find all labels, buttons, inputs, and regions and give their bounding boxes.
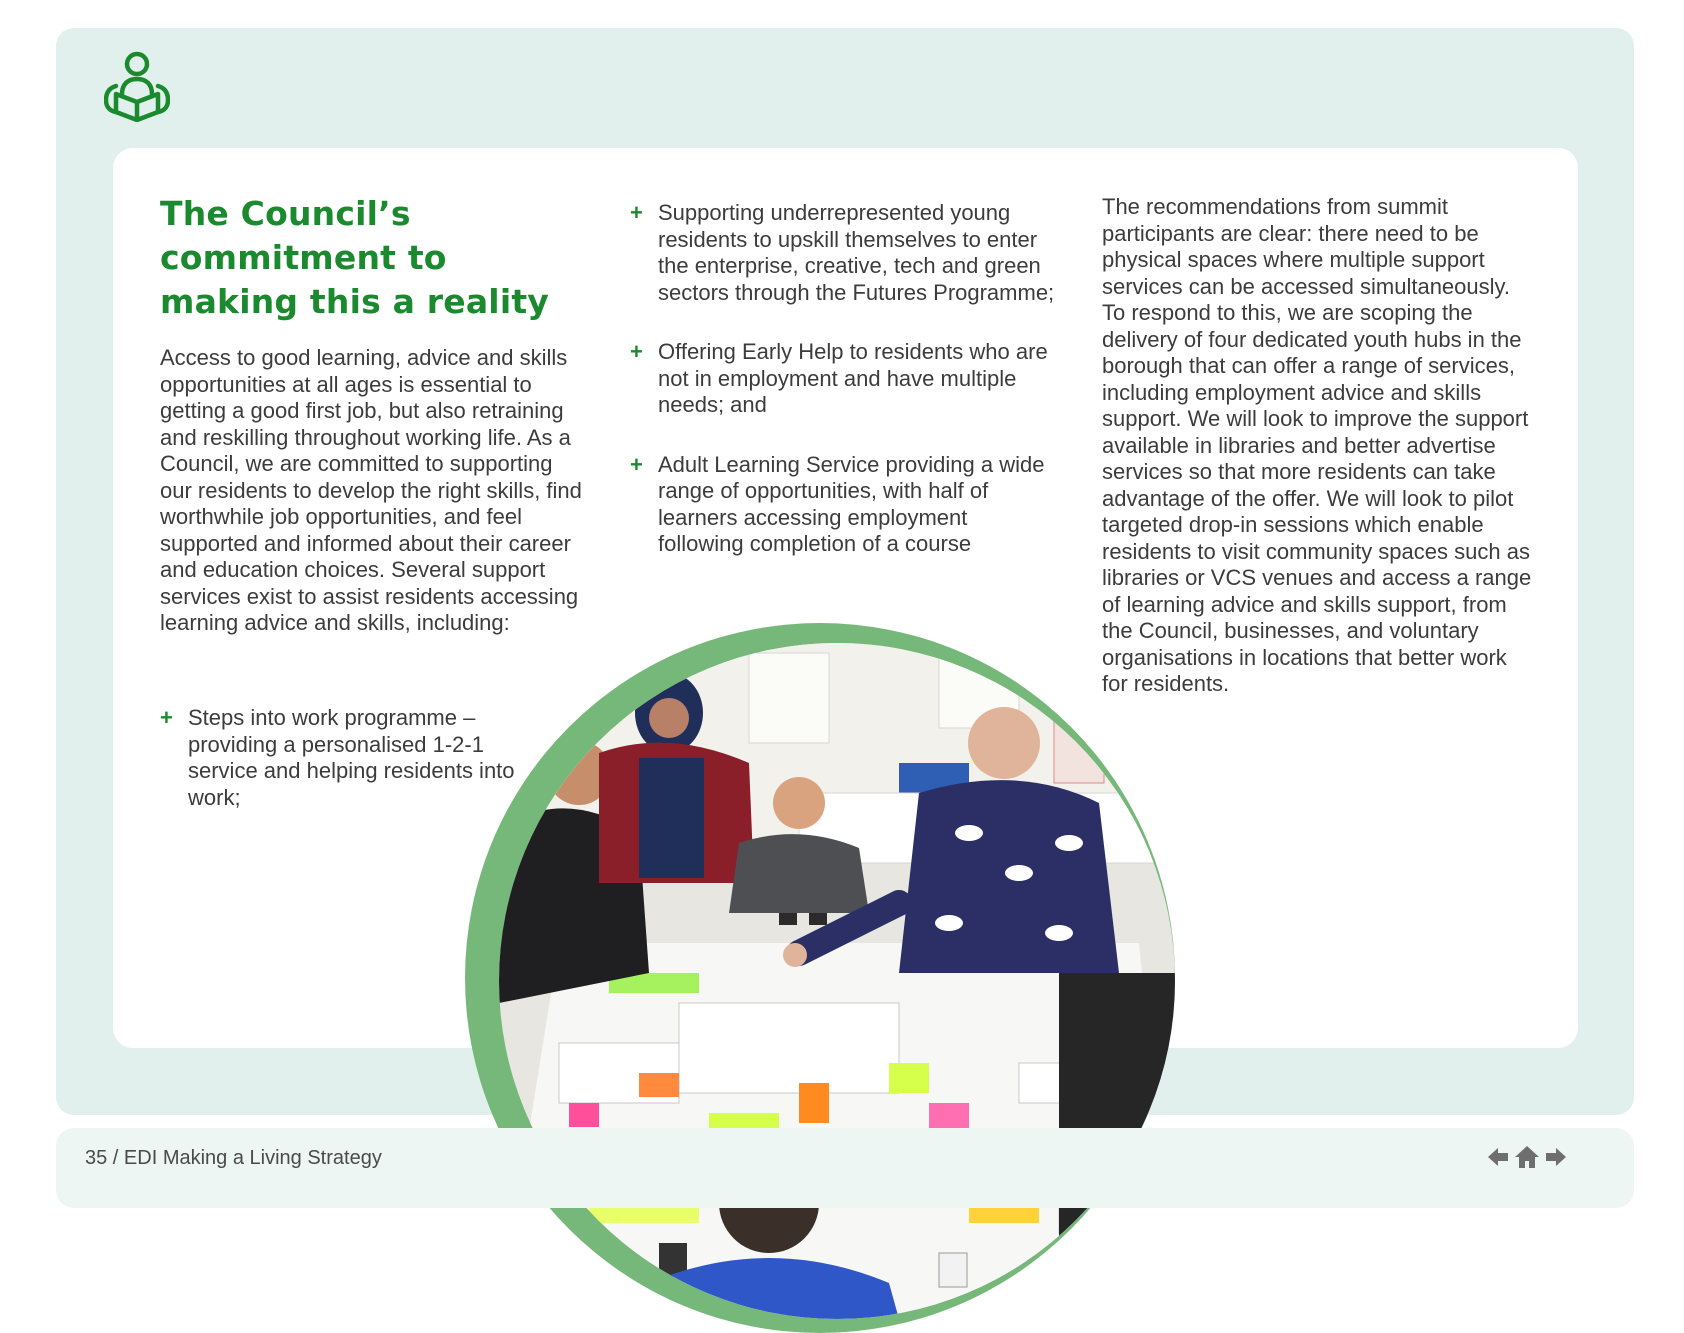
workshop-photo (499, 643, 1175, 1319)
recommendations-paragraph: The recommendations from summit participants are clear: there need to be physical spaces where multiple support services can be accessed simultaneously. To respond to this, we are scoping the delivery of four dedicated youth hubs in the borough that can offer a range of services, including employment advice and skills support. We will look to improve the support available in libraries and better advertise services so that more residents can take advantage of the offer. We will look to pilot targeted drop-in sessions which enable residents to visit community spaces such as libraries or VCS venues and access a range of learning advice and skills support, from the Council, businesses, and voluntary organisations in locations that better work for residents. (1102, 194, 1532, 696)
list-item (160, 705, 520, 811)
bullet-list-left (160, 705, 520, 811)
list-item (630, 339, 1055, 419)
intro-paragraph: Access to good learning, advice and skills opportunities at all ages is essential to getting a good first job, but also retraining and reskilling throughout working life. As a Council, we are committed to supporting our residents to develop the right skills, find worthwhile job opportunities, and feel supported and informed about their career and education choices. Several support services exist to assist residents accessing learning advice and skills, including: (160, 345, 582, 635)
plus-icon: + (630, 200, 643, 225)
workshop-photo-illustration (499, 643, 1175, 1319)
plus-icon: + (160, 705, 173, 730)
footer-page-label: 35 / EDI Making a Living Strategy (85, 1147, 382, 1169)
plus-icon: + (630, 451, 643, 477)
list-item (630, 452, 1055, 558)
list-item-text: Offering Early Help to residents who are not in employment and have multiple needs; and (658, 339, 1048, 417)
arrow-right-icon[interactable] (1544, 1144, 1568, 1170)
list-item-text: Steps into work programme – providing a personalised 1-2-1 service and helping residents into work; (188, 705, 515, 810)
list-item-text: Adult Learning Service providing a wide range of opportunities, with half of learners accessing employment following completion of a course (658, 451, 1045, 556)
list-item (630, 200, 1055, 306)
home-icon[interactable] (1514, 1144, 1540, 1170)
person-reading-book-icon (104, 50, 170, 122)
page-title: The Council’s commitment to making this a reality (160, 194, 550, 321)
bullet-list-middle (630, 200, 1055, 591)
plus-icon: + (630, 339, 643, 364)
list-item-text: Supporting underrepresented young residents to upskill themselves to enter the enterprise, creative, tech and green sectors through the Futures Programme; (658, 200, 1055, 305)
footer-navigation (1486, 1144, 1568, 1170)
arrow-left-icon[interactable] (1486, 1144, 1510, 1170)
